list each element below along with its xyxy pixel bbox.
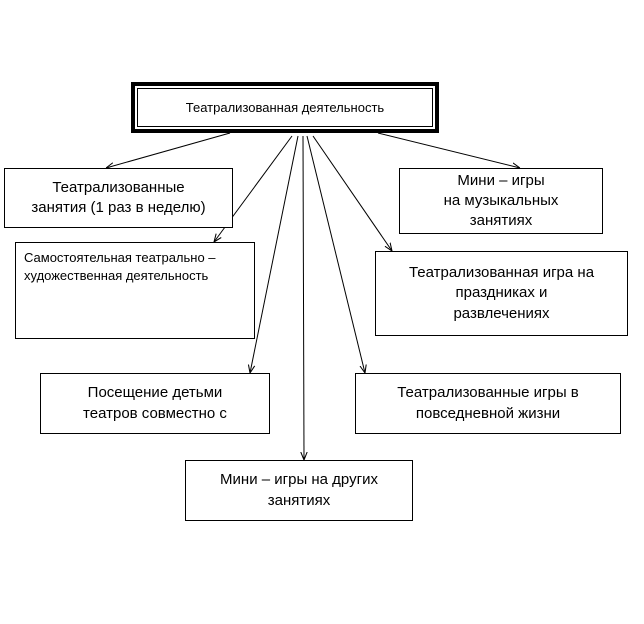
arrow-to-n1 [106,133,230,168]
node-text-line: повседневной жизни [415,404,561,422]
node-text-line: праздниках и [455,284,548,302]
node-theatrical-games-everyday [355,373,621,434]
root-node-label: Театрализованная деятельность [185,99,385,115]
node-text-line: театров совместно с [83,404,227,422]
arrow-to-n6 [313,136,392,251]
node-text-line: Театрализованные [52,178,185,196]
node-theatrical-lessons [4,168,233,228]
root-node [131,82,439,133]
node-text-line: Театрализованные игры в [397,384,579,402]
node-theatrical-game-holidays [375,251,628,336]
node-text-line: художественная деятельность [24,267,209,283]
node-text-line: занятиях [267,491,331,509]
arrow-to-n5 [378,133,520,168]
root-node-inner [137,88,433,127]
node-text-line: на музыкальных [443,191,559,209]
arrow-to-n3 [250,136,298,373]
node-text-line: Посещение детьми [87,384,223,402]
node-text-line: Театрализованная игра на [408,264,595,282]
node-text-line: занятия (1 раз в неделю) [31,199,206,216]
node-theatre-visits [40,373,270,434]
arrow-to-n7 [307,136,365,373]
node-text-line: Мини – игры на других [220,471,378,489]
node-independent-activity [15,242,255,339]
node-text-line: занятиях [469,212,533,230]
arrow-to-n4 [303,136,304,460]
node-text-line: развлечениях [453,304,550,322]
node-mini-games-other-lessons [185,460,413,521]
node-text-line: Самостоятельная театрально – [24,250,216,265]
node-text-line: Мини – игры [457,171,545,189]
node-mini-games-music-lessons [399,168,603,234]
